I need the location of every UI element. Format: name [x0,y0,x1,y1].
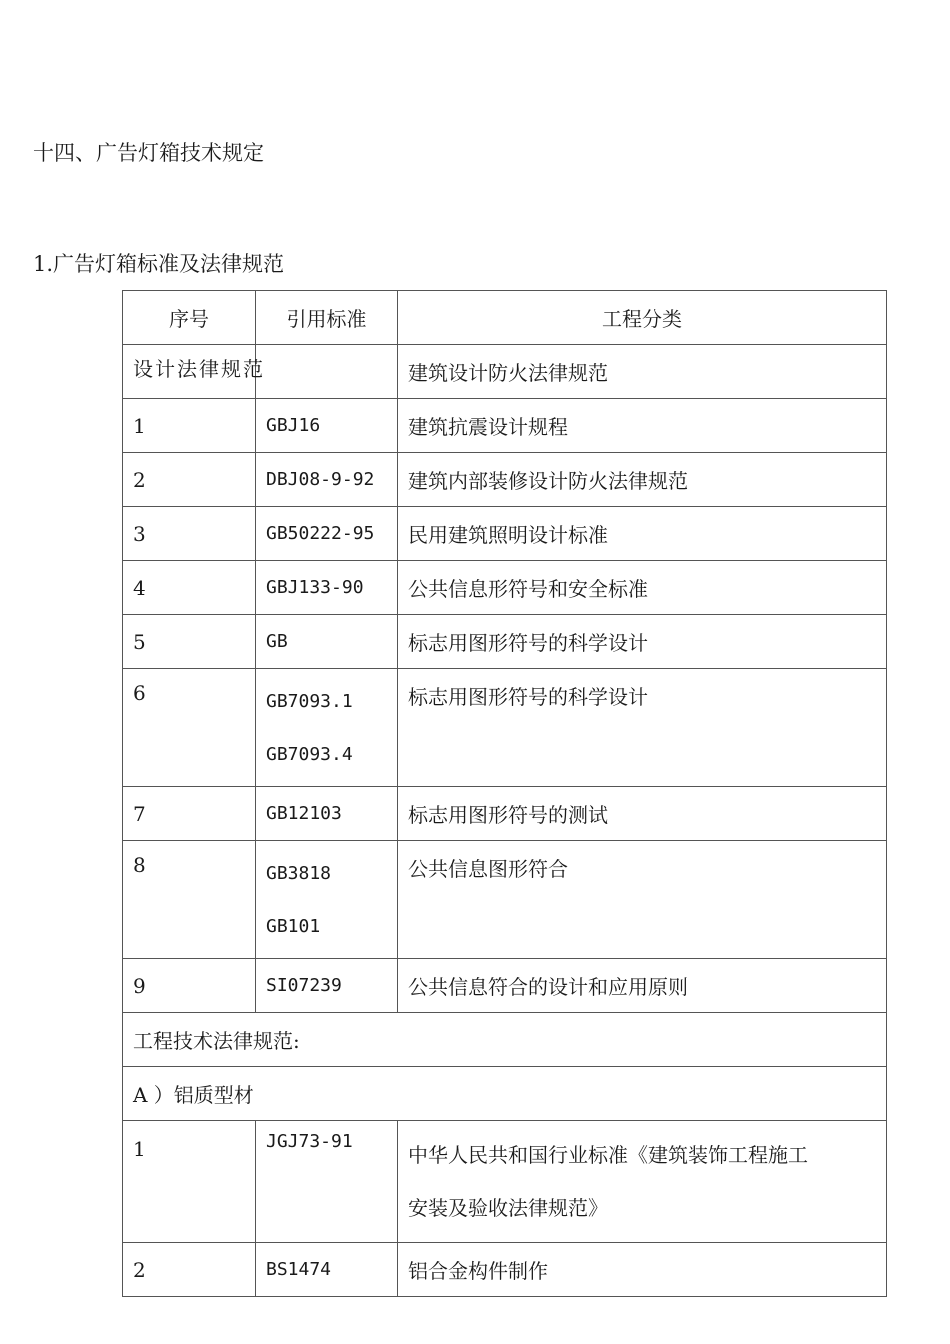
category-description: 建筑设计防火法律规范 [398,345,887,399]
table-row [123,959,887,1013]
row-standard-line: GB7093.1 [266,690,353,712]
row-description-line: 中华人民共和国行业标准《建筑装饰工程施工 [408,1142,808,1167]
header-number: 序号 [123,291,256,345]
category-label-cell [123,345,265,399]
row-standard: GB [256,615,398,669]
row-description [398,1121,887,1243]
row-standard: GB12103 [256,787,398,841]
section-row [123,1067,887,1121]
page-title: 十四、广告灯箱技术规定 [33,141,264,165]
row-number: 6 [123,669,256,787]
row-number: 7 [123,787,256,841]
table-row [123,669,887,787]
category-label: 设计法律规范 [133,356,265,381]
row-standard [256,841,398,959]
row-number: 1 [123,399,256,453]
row-number: 8 [123,841,256,959]
row-description: 建筑内部装修设计防火法律规范 [398,453,887,507]
section-a-label: A ）铝质型材 [123,1067,887,1121]
header-standard: 引用标准 [256,291,398,345]
row-description: 标志用图形符号的科学设计 [398,669,887,787]
table-row [123,507,887,561]
row-number: 9 [123,959,256,1013]
table-row [123,841,887,959]
row-description: 建筑抗震设计规程 [398,399,887,453]
table-header-row [123,291,887,345]
row-description: 标志用图形符号的测试 [398,787,887,841]
table-row [123,399,887,453]
row-standard: BS1474 [256,1243,398,1297]
row-number: 2 [123,453,256,507]
row-number: 1 [123,1121,256,1243]
section-tech-label: 工程技术法律规范: [123,1013,887,1067]
row-standard: GB50222-95 [256,507,398,561]
row-description-line: 安装及验收法律规范》 [408,1195,608,1220]
row-description: 标志用图形符号的科学设计 [398,615,887,669]
standards-table [122,290,887,1297]
row-standard [256,669,398,787]
row-standard-line: GB7093.4 [266,743,353,765]
table-row [123,345,887,399]
category-standard-cell [256,345,398,399]
table-row [123,787,887,841]
header-category: 工程分类 [398,291,887,345]
row-standard: SI07239 [256,959,398,1013]
table-row [123,1121,887,1243]
table-row [123,615,887,669]
table-row [123,1243,887,1297]
table-row [123,561,887,615]
row-standard: GBJ133-90 [256,561,398,615]
row-description: 公共信息形符号和安全标准 [398,561,887,615]
row-number: 2 [123,1243,256,1297]
row-standard-line: GB101 [266,915,321,937]
section-subtitle: 1.广告灯箱标准及法律规范 [33,252,285,276]
row-description: 公共信息图形符合 [398,841,887,959]
table-row [123,453,887,507]
row-description: 民用建筑照明设计标准 [398,507,887,561]
row-number: 4 [123,561,256,615]
row-number: 5 [123,615,256,669]
row-description: 铝合金构件制作 [398,1243,887,1297]
row-description: 公共信息符合的设计和应用原则 [398,959,887,1013]
section-row [123,1013,887,1067]
row-standard: JGJ73-91 [256,1121,398,1243]
row-number: 3 [123,507,256,561]
row-standard: GBJ16 [256,399,398,453]
row-standard: DBJ08-9-92 [256,453,398,507]
row-standard-line: GB3818 [266,862,332,884]
